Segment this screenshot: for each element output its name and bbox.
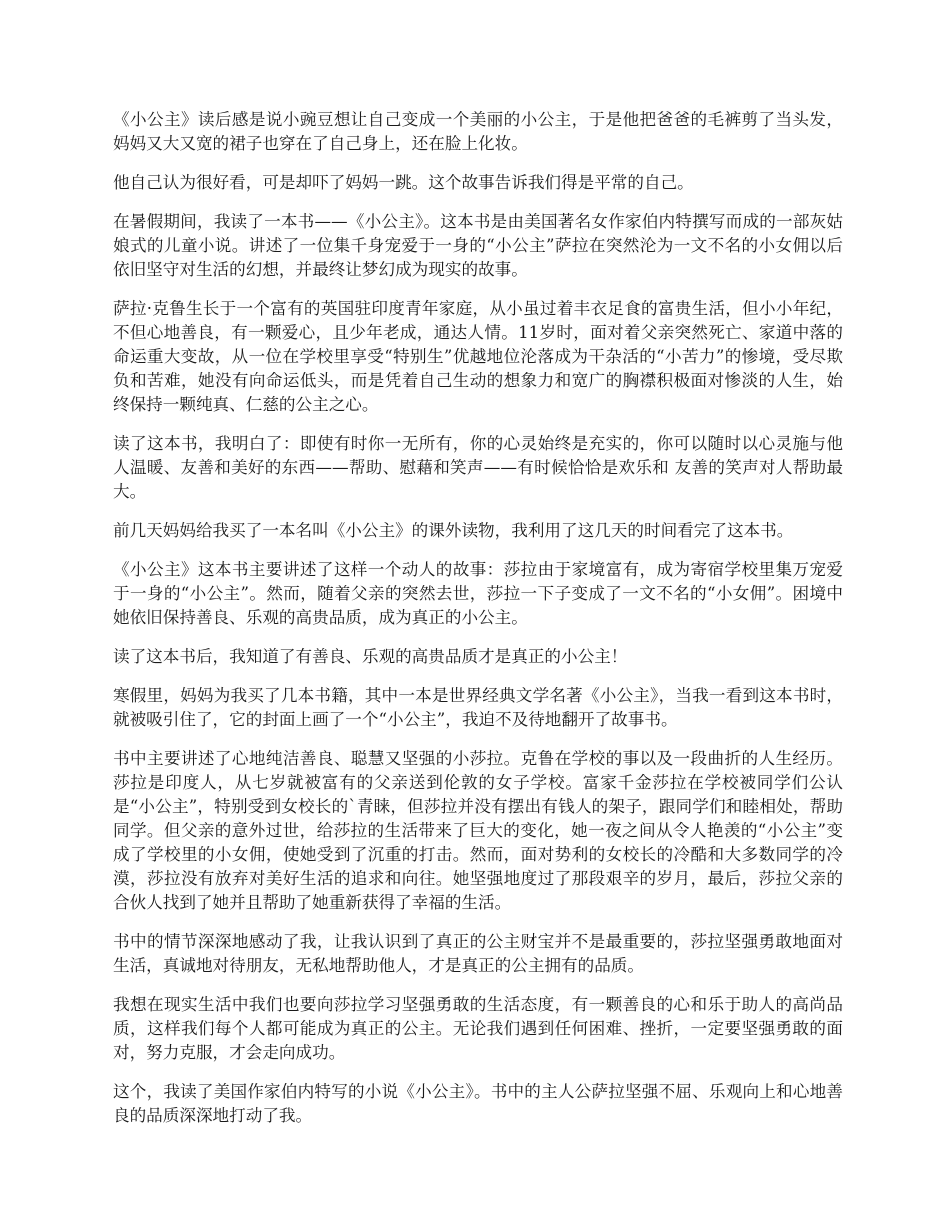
paragraph-11: 书中的情节深深地感动了我，让我认识到了真正的公主财宝并不是最重要的，莎拉坚强勇敢地面对生活，真诚地对待朋友，无私地帮助他人，才是真正的公主拥有的品质。 [113,932,843,975]
paragraph-10: 书中主要讲述了心地纯洁善良、聪慧又坚强的小莎拉。克鲁在学校的事以及一段曲折的人生经历。莎拉是印度人，从七岁就被富有的父亲送到伦敦的女子学校。富家千金莎拉在学校被同学们公认是“小公主”，特别受到女校长的`青睐，但莎拉并没有摆出有钱人的架子，跟同学们和睦相处，帮助同学。但父亲的意外过世，给莎拉的生活带来了巨大的变化，她一夜之间从令人艳羡的“小公主”变成了学校里的小女佣，使她受到了沉重的打击。然而，面对势利的女校长的冷酷和大多数同学的冷漠，莎拉没有放弃对美好生活的追求和向往。她坚强地度过了那段艰辛的岁月，最后，莎拉父亲的合伙人找到了她并且帮助了她重新获得了幸福的生活。 [113,749,843,912]
paragraph-4: 萨拉·克鲁生长于一个富有的英国驻印度青年家庭，从小虽过着丰衣足食的富贵生活，但小小年纪，不但心地善良，有一颗爱心，且少年老成，通达人情。11岁时，面对着父亲突然死亡、家道中落的命运重大变故，从一位在学校里享受“特别生”优越地位沦落成为干杂活的“小苦力”的惨境，受尽欺负和苦难，她没有向命运低头，而是凭着自己生动的想象力和宽广的胸襟积极面对惨淡的人生，始终保持一颗纯真、仁慈的公主之心。 [113,299,843,414]
paragraph-6: 前几天妈妈给我买了一本名叫《小公主》的课外读物，我利用了这几天的时间看完了这本书。 [113,521,794,540]
document-body [113,108,843,1143]
paragraph-1: 《小公主》读后感是说小豌豆想让自己变成一个美丽的小公主，于是他把爸爸的毛裤剪了当头发，妈妈又大又宽的裙子也穿在了自己身上，还在脸上化妆。 [113,110,843,153]
paragraph-9: 寒假里，妈妈为我买了几本书籍，其中一本是世界经典文学名著《小公主》，当我一看到这本书时，就被吸引住了，它的封面上画了一个“小公主”，我迫不及待地翻开了故事书。 [113,686,843,729]
paragraph-7: 《小公主》这本书主要讲述了这样一个动人的故事：莎拉由于家境富有，成为寄宿学校里集万宠爱于一身的“小公主”。然而，随着父亲的突然去世，莎拉一下子变成了一文不名的“小女佣”。困境中她依旧保持善良、乐观的高贵品质，成为真正的小公主。 [113,560,843,627]
paragraph-12: 我想在现实生活中我们也要向莎拉学习坚强勇敢的生活态度，有一颗善良的心和乐于助人的高尚品质，这样我们每个人都可能成为真正的公主。无论我们遇到任何困难、挫折，一定要坚强勇敢的面对，努力克服，才会走向成功。 [113,995,843,1062]
paragraph-8: 读了这本书后，我知道了有善良、乐观的高贵品质才是真正的小公主！ [113,647,628,666]
paragraph-2: 他自己认为很好看，可是却吓了妈妈一跳。这个故事告诉我们得是平常的自己。 [113,173,694,192]
paragraph-3: 在暑假期间，我读了一本书——《小公主》。这本书是由美国著名女作家伯内特撰写而成的一部灰姑娘式的儿童小说。讲述了一位集千身宠爱于一身的“小公主”萨拉在突然沦为一文不名的小女佣以后依旧坚守对生活的幻想，并最终让梦幻成为现实的故事。 [113,212,843,279]
paragraph-5: 读了这本书，我明白了：即使有时你一无所有，你的心灵始终是充实的，你可以随时以心灵施与他人温暖、友善和美好的东西——帮助、慰藉和笑声——有时候恰恰是欢乐和 友善的笑声对人帮助最大。 [113,434,843,501]
paragraph-13: 这个，我读了美国作家伯内特写的小说《小公主》。书中的主人公萨拉坚强不屈、乐观向上和心地善良的品质深深地打动了我。 [113,1082,843,1125]
